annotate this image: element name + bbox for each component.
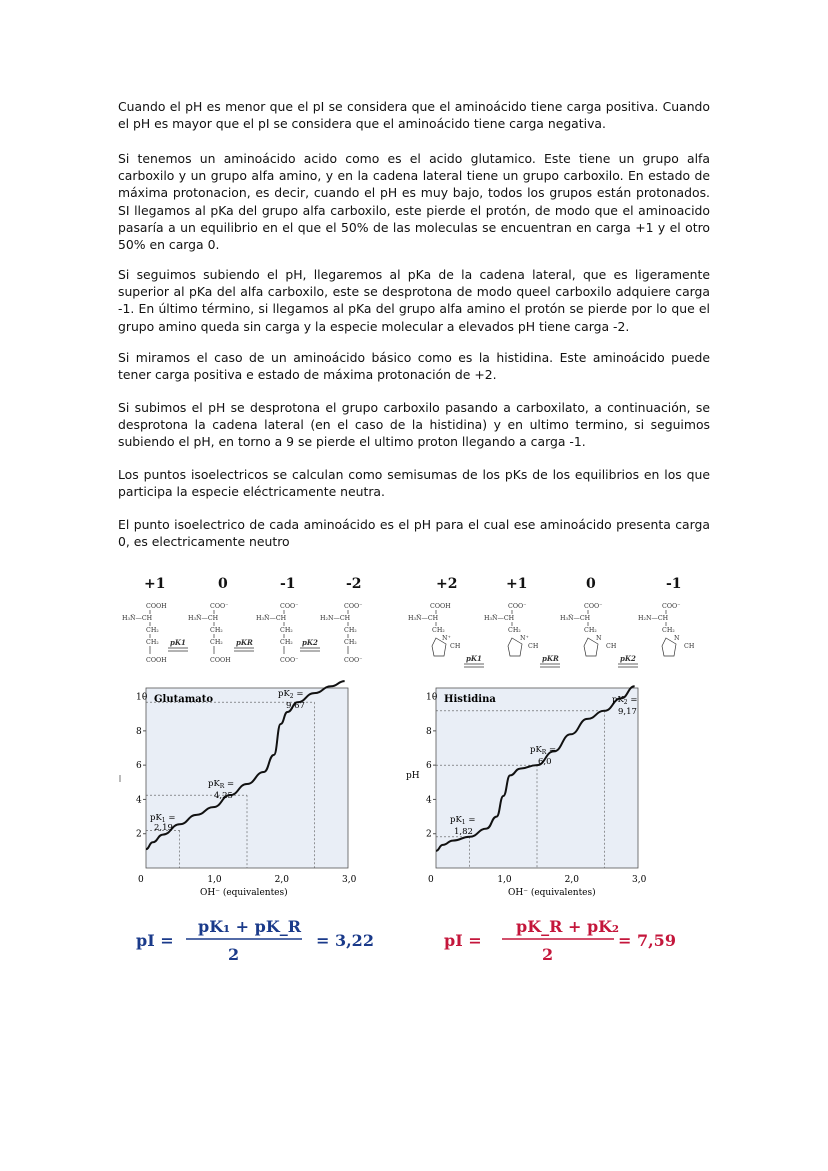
his-s3-amine: H₃N̈—CH (560, 615, 591, 622)
his-arrow-label-3: pK2 (620, 654, 636, 663)
his-s1-amine: H₃N̈—CH (408, 615, 439, 622)
paragraph-6: Los puntos isoelectricos se calculan como semisumas de los pKs de los equilibrios en los que participa la especie eléctricamente neutra. (118, 467, 710, 500)
his-s2-ch: CH (528, 643, 539, 650)
svg-text:pK1 =: $pK_1$ = (150, 813, 176, 824)
glu-arrow-label-3: pK2 (302, 638, 318, 647)
glu-s4-amine: H₂N—CH (320, 615, 351, 622)
glu-ytick-6: 6 (136, 761, 142, 772)
svg-text:pK2 =: $pK_2$ = (612, 695, 638, 706)
paragraph-5: Si subimos el pH se desprotona el grupo carboxilo pasando a carboxilato, a continuación, se desprotona la cadena lateral (en el caso de la histidina) y en ultimo termino, si seguimos subiendo el pH, en torno a 9 se pierde el ultimo proton llegando a carga -1. (118, 400, 710, 450)
his-charge-4: -1 (666, 576, 682, 592)
his-structures (408, 603, 695, 650)
his-s4-coo: COO⁻ (662, 603, 681, 610)
titration-figure (110, 568, 710, 968)
glu-ytick-2: 2 (136, 829, 142, 840)
his-pi-formula (444, 917, 676, 964)
paragraph-2: Si tenemos un aminoácido acido como es el acido glutamico. Este tiene un grupo alfa carboxilo y un grupo alfa amino, y en la cadena lateral tiene un grupo carboxilo. En estado de máxima protonacion, es decir, cuando el pH es muy bajo, todos los grupos están protonados. SI llegamos al pKa del grupo alfa carboxilo, este pierde el protón, de modo que el aminoacido pasaría a un equilibrio en el que el 50% de las moleculas se encuentran en carga +1 y el otro 50% en carga 0. (118, 151, 710, 253)
his-pkr-label: pK (530, 745, 542, 755)
glu-pi-rhs: = 3,22 (316, 931, 374, 950)
glu-s2-coo: COO⁻ (210, 603, 229, 610)
glu-ytick-8: 8 (136, 726, 142, 737)
glu-charge-3: -1 (280, 576, 296, 592)
his-pk1-val: 1,82 (454, 827, 473, 837)
glu-s4-ch2a: CH₂ (344, 627, 357, 634)
glu-xtick-3: 3,0 (342, 875, 357, 885)
glu-structures (122, 603, 362, 664)
glu-charge-2: 0 (218, 576, 228, 592)
paragraph-1: Cuando el pH es menor que el pI se considera que el aminoácido tiene carga positiva. Cuando el pH es mayor que el pI se considera que el aminoácido tiene carga negativa. (118, 99, 710, 132)
his-pk2-sub: 2 (623, 699, 628, 706)
titration-svg (110, 568, 710, 968)
his-title: Histidina (444, 694, 496, 705)
his-pi-lhs: pI = (444, 931, 482, 950)
his-s2-n: N⁺ (520, 635, 529, 642)
glu-ytick-4: 4 (136, 795, 142, 806)
his-s2-coo: COO⁻ (508, 603, 527, 610)
glu-xtick-1: 1,0 (207, 875, 222, 885)
glu-s3-ch2a: CH₂ (280, 627, 293, 634)
his-s4-amine: H₂N—CH (638, 615, 669, 622)
glu-title: Glutamato (154, 694, 214, 705)
his-xtick-0: 0 (428, 875, 434, 885)
his-pk2-val: 9,17 (618, 707, 637, 717)
glu-s4-coo2: COO⁻ (344, 657, 363, 664)
glu-s1-cooh: COOH (146, 603, 167, 610)
glu-pi-den: 2 (228, 945, 240, 964)
glu-s2-ch2b: CH₂ (210, 639, 223, 646)
glu-s1-amine: H₃N̈—CH (122, 615, 153, 622)
body-text-7 (118, 516, 710, 550)
his-arrow-label-1: pK1 (466, 654, 482, 663)
glu-s1-cooh2: COOH (146, 657, 167, 664)
his-ytick-8: 8 (426, 726, 432, 737)
his-charge-1: +2 (436, 576, 458, 592)
paragraph-4: Si miramos el caso de un aminoácido básico como es la histidina. Este aminoácido puede tener carga positiva e estado de máxima protonación de +2. (118, 350, 710, 383)
paragraph-7: El punto isoelectrico de cada aminoácido es el pH para el cual ese aminoácido presenta carga 0, es electricamente neutro (118, 517, 710, 550)
his-s1-n: N⁺ (442, 635, 451, 642)
glu-pk1-sub: 1 (161, 817, 166, 824)
his-pkr-sub: R (541, 749, 547, 756)
his-ytick-2: 2 (426, 829, 432, 840)
body-text-4 (118, 349, 710, 383)
body-text-3 (118, 266, 710, 335)
glu-pi-num: pK₁ + pK_R (198, 917, 302, 936)
body-text-5 (118, 399, 710, 451)
his-ytick-10: 10 (426, 692, 438, 703)
svg-text:pK2 =: $pK_2$ = (278, 689, 304, 700)
body-text (118, 98, 710, 132)
glu-s4-coo: COO⁻ (344, 603, 363, 610)
his-xtick-3: 3,0 (632, 875, 647, 885)
his-charge-3: 0 (586, 576, 596, 592)
glu-xlabel: OH⁻ (equivalentes) (200, 888, 288, 898)
his-pkr-val: 6,0 (538, 757, 552, 767)
his-s4-ch: CH (684, 643, 695, 650)
glu-pkr-sub: R (219, 783, 225, 790)
his-ytick-4: 4 (426, 795, 432, 806)
his-ytick-6: 6 (426, 761, 432, 772)
glu-s4-ch2b: CH₂ (344, 639, 357, 646)
glu-s3-ch2b: CH₂ (280, 639, 293, 646)
glu-pkr-val: 4,25 (214, 791, 233, 801)
glu-ytick-10: 10 (136, 692, 148, 703)
his-pk1-label: pK (450, 815, 462, 825)
glu-charge-1: +1 (144, 576, 166, 592)
svg-text:pKR =: $pK_R$ = (530, 745, 557, 756)
glu-pk2-sub: 2 (289, 693, 294, 700)
glu-pkr-label: pK (208, 779, 220, 789)
his-s3-ch2: CH₂ (584, 627, 597, 634)
glu-s3-coo: COO⁻ (280, 603, 299, 610)
glu-s2-amine: H₃N̈—CH (188, 615, 219, 622)
his-s3-ch: CH (606, 643, 617, 650)
glu-s2-cooh: COOH (210, 657, 231, 664)
glu-xtick-2: 2,0 (274, 875, 289, 885)
his-pi-num: pK_R + pK₂ (516, 917, 620, 936)
glu-s1-ch2b: CH₂ (146, 639, 159, 646)
glu-s2-ch2a: CH₂ (210, 627, 223, 634)
body-text-6 (118, 466, 710, 500)
his-xlabel: OH⁻ (equivalentes) (508, 888, 596, 898)
glu-s1-ch2a: CH₂ (146, 627, 159, 634)
his-s2-ch2: CH₂ (508, 627, 521, 634)
his-s1-cooh: COOH (430, 603, 451, 610)
svg-text:pK1 =: $pK_1$ = (450, 815, 476, 826)
his-s3-n: N (596, 635, 602, 642)
glu-s3-amine: H₃N̈—CH (256, 615, 287, 622)
his-pk2-label: pK (612, 695, 624, 705)
paragraph-3: Si seguimos subiendo el pH, llegaremos al pKa de la cadena lateral, que es ligeramente superior al pKa del alfa carboxilo, este se desprotona de modo queel carboxilo adquiere carga -1. En último término, si llegamos al pKa del grupo alfa amino el protón se pierde por lo que el grupo amino queda sin carga y la especie molecular a elevados pH tiene carga -2. (118, 267, 710, 334)
glu-arrow-label-1: pK1 (170, 638, 186, 647)
his-s3-coo: COO⁻ (584, 603, 603, 610)
his-charge-2: +1 (506, 576, 528, 592)
his-s1-ch2: CH₂ (432, 627, 445, 634)
glu-pk1-label: pK (150, 813, 162, 823)
his-s2-amine: H₃N̈—CH (484, 615, 515, 622)
glu-s3-coo2: COO⁻ (280, 657, 299, 664)
glu-pk2-val: 9,67 (286, 701, 305, 711)
his-pi-rhs: = 7,59 (618, 931, 676, 950)
glu-pk2-label: pK (278, 689, 290, 699)
svg-text:pKR =: $pK_R$ = (208, 779, 235, 790)
his-s4-n: N (674, 635, 680, 642)
his-chart (406, 686, 647, 898)
his-s1-ch: CH (450, 643, 461, 650)
his-xtick-1: 1,0 (497, 875, 512, 885)
glu-pi-formula (136, 917, 374, 964)
glu-pk1-val: 2,19 (154, 823, 173, 833)
glu-pi-lhs: pI = (136, 931, 174, 950)
glu-arrow-label-2: pKR (236, 638, 253, 647)
glu-chart (136, 681, 357, 898)
his-pk1-sub: 1 (461, 819, 466, 826)
his-s4-ch2: CH₂ (662, 627, 675, 634)
his-ylabel: pH (406, 771, 420, 781)
body-text-2 (118, 150, 710, 253)
glu-charge-4: -2 (346, 576, 362, 592)
his-arrow-label-2: pKR (542, 654, 559, 663)
his-pi-den: 2 (542, 945, 554, 964)
his-xtick-2: 2,0 (564, 875, 579, 885)
glu-xtick-0: 0 (138, 875, 144, 885)
